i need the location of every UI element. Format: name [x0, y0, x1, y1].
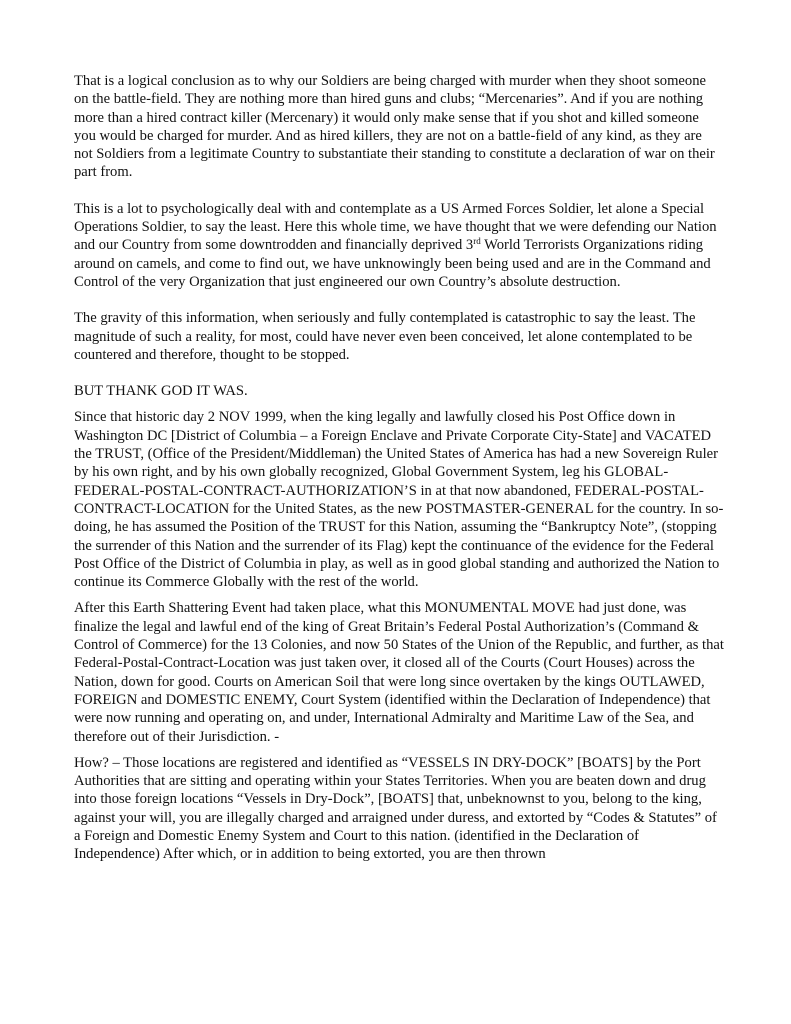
paragraph-mercenaries: That is a logical conclusion as to why our Soldiers are being charged with murder when they shoot someone on the battle-field. They are nothing more than hired guns and clubs; “Mercenaries”. And if you are nothing more than a hired contract killer (Mercenary) it would only make sense that if you shot and killed someone you would be charged for murder. And as hired killers, they are not on a battle-field of any kind, as they are not Soldiers from a legitimate Country to substantiate their standing to constitute a declaration of war on their part from.: [74, 73, 715, 181]
ordinal-superscript: rd: [473, 236, 481, 247]
paragraph-special-operations: [74, 200, 724, 291]
paragraph-how: How? – Those locations are registered and identified as “VESSELS IN DRY-DOCK” [BOATS] by the Port Authorities that are sitting and operating within your States Territories. When you are beaten down and drug into those foreign locations “Vessels in Dry-Dock”, [BOATS] that, unbeknownst to you, belong to the king, against your will, you are illegally charged and arraigned under duress, and extorted by “Codes & Statutes” of a Foreign and Domestic Enemy System and Court to this nation. (identified in the Declaration of Independence) After which, or in addition to being extorted, you are then thrown: [74, 754, 717, 863]
paragraph-earth-shattering: After this Earth Shattering Event had taken place, what this MONUMENTAL MOVE had just done, was finalize the legal and lawful end of the king of Great Britain’s Federal Postal Authorization’s (Command & Control of Commerce) for the 13 Colonies, and now 50 States of the Union of the Republic, and further, as that Federal-Postal-Contract-Location was just taken over, it closed all of the Courts (Court Houses) across the Nation, down for good. Courts on American Soil that were long since overtaken by the kings OUTLAWED, FOREIGN and DOMESTIC ENEMY, Court System (identified within the Declaration of Independence) that were now running and operating on, and under, International Admiralty and Maritime Law of the Sea, and therefore out of their Jurisdiction. -: [74, 600, 724, 745]
paragraph-special-operations-text-b: World Terrorists Organizations riding around on camels, and come to find out, we have unknowingly been being used and are in the Command and Control of the very Organization that just engineered our own Country’s absolute destruction.: [74, 237, 711, 290]
paragraph-special-operations-text-a: This is a lot to psychologically deal with and contemplate as a US Armed Forces Soldier, let alone a Special Operations Soldier, to say the least. Here this whole time, we have thought that we were defending our Nation and our Country from some downtrodden and financially deprived 3: [74, 200, 717, 254]
paragraph-thank-god: BUT THANK GOD IT WAS.: [74, 383, 248, 400]
document-page: [74, 72, 724, 872]
paragraph-historic-day: Since that historic day 2 NOV 1999, when the king legally and lawfully closed his Post Office down in Washington DC [District of Columbia – a Foreign Enclave and Private Corporate City-State] and VACATED the TRUST, (Office of the President/Middleman) the United States of America has had a new Sovereign Ruler by his own right, and by his own globally recognized, Global Government System, leg his GLOBAL-FEDERAL-POSTAL-CONTRACT-AUTHORIZATION’S in at that now abandoned, FEDERAL-POSTAL-CONTRACT-LOCATION for the United States, as the new POSTMASTER-GENERAL for the country. In so-doing, he has assumed the Position of the TRUST for this Nation, assuming the “Bankruptcy Note”, (stopping the surrender of this Nation and the surrender of its Flag) kept the continuance of the evidence for the Federal Post Office of the District of Columbia in play, as well as in good global standing and authorized the Nation to continue its Commerce Globally with the rest of the world.: [74, 409, 724, 591]
paragraph-gravity: The gravity of this information, when seriously and fully contemplated is catastrophic to say the least. The magnitude of such a reality, for most, could have never even been conceived, let alone contemplated to be countered and therefore, thought to be stopped.: [74, 310, 696, 363]
